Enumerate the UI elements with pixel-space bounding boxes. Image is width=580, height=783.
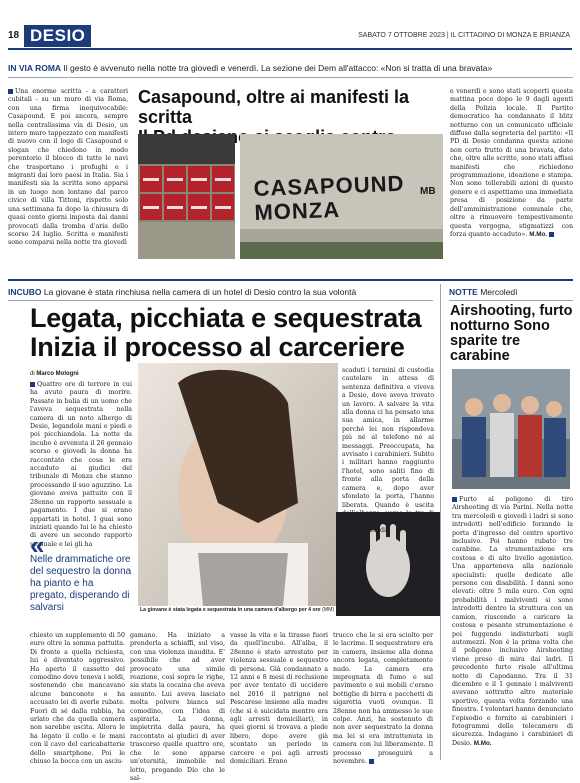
article1-kicker-label: IN VIA ROMA: [8, 63, 62, 73]
article3-body: [452, 496, 573, 762]
bottom-col4-text: trucco che le si era sciolto per le lacrime. Il sequestratore era in camera, insieme alla donna ancora legata, completamente nudo. La camera era impregnata di fumo e sul pavimento e sui mobili c'erano bottiglie di birra e pacchetti di sigaretta vuoti ovunque. Il 28enne non ha ammesso le sue colpe. Anzi, ha sostenuto di non aver sequestrato la donna ma lei si era intrattenuta in camera con lui liberamente. Il processo proseguirà a novembre.: [333, 632, 433, 766]
article1-kicker-text: Il gesto è avvenuto nella notte tra giovedì e venerdì. La sezione dei Dem all'attacco: «Non si tratta di una bravata»: [63, 63, 493, 73]
pull-quote-text: Nelle drammatiche ore del sequestro la donna ha pianto e ha pregato, disperando di salvarsi: [30, 554, 132, 613]
article3-kicker-text: Mercoledì: [480, 287, 518, 297]
article3-kicker-label: NOTTE: [449, 287, 478, 297]
article3-headline: Airshooting, furto notturno Sono sparite tre carabine: [450, 303, 573, 364]
article1-kicker: [8, 63, 573, 73]
article2-kicker: [8, 287, 428, 297]
start-square-icon: [452, 497, 457, 502]
bottom-col3-text: vasse la vita e la tirasse fuori da quell'incubo. All'alba, il 28enne è stato arrestato per violenza sessuale e sequestro di persona. Già condannato a 12 anni e 8 mesi di reclusione per aver tentato di uccidere nel 2016 il patrigno nel Pescarese insieme alla madre (che si è suicidata mentre era agli arresti domiciliari), in quei giorni si trovava a piede libero, dopo avere già scontato un periodo in carcere e poi agli arresti domiciliari. Erano: [230, 632, 328, 766]
volunteers-photo: [452, 369, 570, 489]
section-title: DESIO: [24, 25, 91, 47]
article3-signature: M.Mo.: [473, 739, 492, 747]
posters-photo-graphic: [138, 134, 235, 259]
article3-body-text: Furto al poligono di tiro Airshooting di via Parini. Nella notte tra mercoledì e giovedì i ladri si sono introdotti nell'edificio forzando la porta d'ingresso del centro sportivo inclusivo. Poi hanno rubato tre carabine. La strumentazione era costosa e di alto livello agonistico. Una apparteneva alla nazionale specialisti: quelle dedicate alle persone con disabilità. I danni sono elevati: oltre 5 mila euro. Con ogni probabilità i malviventi si sono introdotti dentro la struttura con un camion, riuscendo a caricare la costosa e pesante strumentazione e poi fuggendo indisturbati sugli automezzi. Non è la prima volta che il poligono inclusivo Airshooting viene preso di mira dai ladri. Il precedente furto risale all'ultima notte di Capodanno. Tra il 31 dicembre e il 1 gennaio i malviventi avevano sottratto altro materiale sportivo, questa volta forzando una finestra. I volontari hanno denunciato l'episodio e fornito ai carabinieri i fotogrammi delle telecamere di sicurezza. Indagano i carabinieri di Desio.: [452, 496, 573, 747]
article2-bottom-col2: [130, 632, 225, 782]
article2-headline-line1: Legata, picchiata e sequestrata: [30, 303, 422, 333]
article1-col1: [8, 88, 128, 280]
article2-bottom-col1: [30, 632, 125, 766]
article2-col3-text: scaduti i termini di custodia cautelare in attesa di sentenza definitiva e viveva a Desio, dove aveva trovato un lavoro. A salvare la vita alla donna ci ha pensato una sua amica, in allarme perché lei non rispondeva più né al telefono né ai messaggi. Preoccupata, ha avvisato i carabinieri. Subito i militari hanno raggiunto l'hotel, sono saliti fino di fronte alla porta della camera e, dopo aver sfondato la porta, l'hanno liberata. Quando è uscita dall'albergo, verso le tre di notte, piangeva e aveva il viso sporco di: [342, 367, 434, 534]
article2-col1-text: Quattro ore di terrore in cui ha avuto paura di morire. Passate in balia di un uomo che l'aveva sequestrata nella camera di un noto albergo di Desio, legandole mani e piedi e poi picchiandola. La notte da incubo è avvenuta il 26 gennaio scorso e giovedì la donna ha raccontato che cosa le era accaduto ai giudici del tribunale di Monza che stanno processando il suo aguzzino. La giovane aveva pattuito con il 28enne un rapporto sessuale a pagamento. I due si erano appartati in hotel. I guai sono iniziati quando lui le ha chiesto di avere un secondo rapporto sessuale e lei gli ha: [30, 381, 132, 548]
article2-bottom-col3: [230, 632, 328, 766]
divider: [8, 77, 573, 78]
posters-photo: [138, 134, 235, 259]
graffiti-tag: MB: [420, 186, 436, 197]
article2-headline-line2: Inizia il processo al carceriere: [30, 332, 405, 362]
article2-kicker-label: INCUBO: [8, 287, 42, 297]
header-rule: [8, 48, 572, 50]
article1-signature: M.Mo.: [529, 230, 548, 238]
column-divider: [440, 284, 441, 760]
article1-col1-text: Una enorme scritta - a caratteri cubitali - su un muro di via Roma, con una firma inequivocabile: Casapound. E poi ancora, sempre nella centralissima via di Desio, un intero muro tappezzato con manifesti di nuovo con il logo di Casapound e slogan che chiedono in modo perentorio il blocco di tutte le navi che trasportano i profughi e i migranti dai loro paesi in Italia. Sia i manifesti sia la scritta sono apparsi in un luogo non lontano dal parco civico di villa Tittoni, rispetto solo una settimana fa dopo la chiusura di quasi cento giorni imposta dai danni provocati dalla tromba d'aria dello scorso 24 luglio. Scritta e manifesti sono comparsi nella notte tra giovedì: [8, 88, 128, 247]
quote-mark-icon: «: [30, 530, 45, 560]
start-square-icon: [30, 382, 35, 387]
start-square-icon: [8, 89, 13, 94]
byline-author: Marco Mologni: [36, 371, 79, 377]
caption-text: La giovane è stata legata e sequestrata in una camera d'albergo per 4 ore: [140, 607, 321, 613]
article1-headline-line1: Casapound, oltre ai manifesti la scritta: [138, 87, 410, 127]
victim-photo-graphic: [138, 363, 338, 606]
article1-col-right-text: e venerdì e sono stati scoperti questa mattina poco dopo le 9 dagli agenti della Polizia locale. Il Partito democratico ha condannato il blitz notturno con un comunicato ufficiale diffuso dalla segreteria del partito: «Il PD di Desio condanna questa azione non certo frutto di una bravata, dato che, oltre alle scritte, sono stati affissi manifesti che richiedono programmazione, ideazione e stampa. Non sono tollerabili azioni di questo genere e ci aspettiamo una immediata presa di posizione da parte dell'amministrazione comunale che, oltre a rimuovere tempestivamente questa vergogna, stigmatizzi con forza quanto accaduto».: [450, 88, 573, 238]
graffiti-photo: [240, 134, 443, 259]
date-line: SABATO 7 OTTOBRE 2023 | IL CITTADINO DI MONZA E BRIANZA: [358, 32, 570, 39]
pull-quote: [30, 530, 132, 614]
article2-col1: [30, 381, 132, 548]
caption-credit: (MM): [322, 607, 335, 613]
photo-caption: [140, 607, 440, 613]
volunteers-photo-graphic: [452, 369, 570, 489]
article2-headline: [30, 304, 430, 362]
article2-kicker-text: La giovane è stata rinchiusa nella camera di un hotel di Desio contro la sua volontà: [43, 287, 357, 297]
bottom-col1-text: chiesto un supplemento di 50 euro oltre la somma pattuita. Di fronte a quella richiesta, lui è diventato aggressivo. Ha aperto il cassetto del comodino dove teneva i soldi, sostenendo che mancavano alcune banconote e ha accusato lei di averle rubate. Fuori di sé dalla rabbia, ha urlato che da quella camera non sarebbe uscita. Allora le ha legato il collo e le mani con il cavo del caricabatterie dello smartphone. Poi le chiuso la bocca con un asciu-: [30, 632, 125, 766]
end-square-icon: [549, 232, 554, 237]
article2-bottom-col4: [333, 632, 433, 766]
article2-col3: [342, 367, 434, 534]
article3-kicker: [449, 287, 573, 297]
end-square-icon: [369, 759, 374, 764]
article2-byline: [30, 371, 79, 377]
bottom-col2-text: gamano. Ha iniziato a prenderla a schiaffi, sul viso, con una violenza inaudita. E' possibile che ad aver provocato una simile reazione, così sopra le righe, sia stata la cocaina che aveva assunto. Lui aveva lasciato molta polvere bianca sul comodino, con l'idea di aspirarla. La donna, impietrita dalla paura, ha raccontato ai giudici di aver trascorso quelle quattro ore, che le sono apparse un'eternità, immobile nel letto, pregando Dio che le sal-: [130, 632, 225, 782]
page-number: 18: [8, 30, 20, 41]
byline-prefix: di: [30, 371, 35, 377]
section-rule: [8, 279, 573, 281]
divider: [8, 300, 433, 301]
divider: [449, 300, 573, 301]
victim-photo: [138, 363, 338, 606]
graffiti-text: CASAPOUND MONZA: [253, 170, 405, 225]
article1-col-right: [450, 88, 573, 260]
